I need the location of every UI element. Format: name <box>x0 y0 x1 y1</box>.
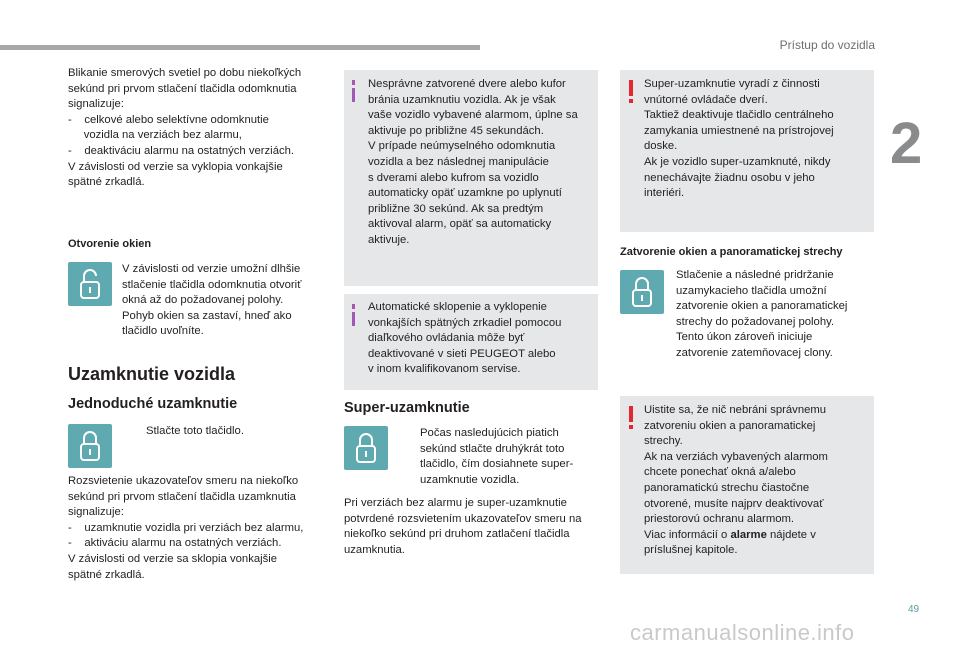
windows-text: V závislosti od verzie umožní dlhšie stlačenie tlačidla odomknutia otvoriť okná až do požadovanej polohy. Pohyb okien sa zastaví, hneď ako tlačidlo uvoľníte. <box>122 263 302 338</box>
info-icon <box>352 304 355 309</box>
warning-roof-text-end: nájdete v príslušnej kapitole. <box>644 528 816 557</box>
lock-button-icon <box>620 270 664 314</box>
warning-icon-dot <box>629 99 633 103</box>
simple-lock-text: Stlačte toto tlačidlo. <box>146 425 244 437</box>
warning-icon <box>629 406 633 422</box>
info-icon-stem <box>352 88 355 102</box>
info-mirrors-text: Automatické sklopenie a vyklopenie vonkajších spätných zrkadiel pomocou diaľkového ovládania môže byť deaktivované v sieti PEUGEOT alebo v inom kvalifikovanom servise. <box>368 301 562 376</box>
chapter-number: 2 <box>890 111 923 176</box>
info-icon <box>352 80 355 85</box>
alarm-keyword: alarme <box>730 528 767 541</box>
roof-text: Stlačenie a následné pridržanie uzamykacieho tlačidla umožní zatvorenie okien a panoramatickej strechy do požadovanej polohy. Tento úkon zároveň iniciuje zatvorenie zatemňovacej clony. <box>676 269 848 359</box>
lock-button-icon <box>68 424 112 468</box>
warning-icon <box>629 80 633 96</box>
warning-roof-text <box>644 403 870 559</box>
section-title: Prístup do vozidla <box>779 38 875 52</box>
header-bar <box>0 45 480 50</box>
warning-roof-text-main: Uistite sa, že nič nebráni správnemu zatvoreniu okien a panoramatickej strechy. Ak na verziách vybavených alarmom chcete ponechať okná a/alebo panoramatickú strechu čiastočne otvorené, musíte najprv deaktivovať priestorovú ochranu alarmom. Viac informácií o <box>644 404 828 541</box>
roof-heading: Zatvorenie okien a panoramatickej strechy <box>620 246 843 258</box>
info-doors-text: Nesprávne zatvorené dvere alebo kufor bránia uzamknutiu vozidla. Ak je však vaše vozidlo vybavené alarmom, úplne sa aktivuje po približne 45 sekundách. V prípade neúmyselného odomknutia vozidla a bez následnej manipulácie s dverami alebo kufrom sa vozidlo automaticky opäť uzamkne po uplynutí približne 30 sekúnd. Ak sa predtým aktivoval alarm, opäť sa automaticky aktivuje. <box>368 78 578 246</box>
warning-icon-dot <box>629 425 633 429</box>
unlock-button-icon <box>68 262 112 306</box>
watermark: carmanualsonline.info <box>630 620 855 645</box>
simple-lock-heading: Jednoduché uzamknutie <box>68 396 238 412</box>
info-icon-stem <box>352 312 355 326</box>
super-lock-signal-text: Pri verziách bez alarmu je super-uzamknutie potvrdené rozsvietením ukazovateľov smeru na niekoľko sekúnd pri druhom zatlačení tlačidla uzamknutia. <box>344 497 582 556</box>
lock-signal-text: Rozsvietenie ukazovateľov smeru na niekoľko sekúnd pri prvom stlačení tlačidla uzamknutia signalizuje: - uzamknutie vozidla pri verziách bez alarmu, - aktiváciu alarmu na ostatných verziách. V závislosti od verzie sa sklopia vonkajšie spätné zrkadlá. <box>68 475 304 581</box>
super-lock-button-icon <box>344 426 388 470</box>
unlock-signal-text: Blikanie smerových svetiel po dobu niekoľkých sekúnd pri prvom stlačení tlačidla odomknutia signalizuje: - celkové alebo selektívne odomknutie vozidla na verziách bez alarmu, - deaktiváciu alarmu na ostatných verziách. V závislosti od verzie sa vyklopia vonkajšie spätné zrkadlá. <box>68 67 302 189</box>
warning-super-lock-text: Super-uzamknutie vyradí z činnosti vnútorné ovládače dverí. Taktiež deaktivuje tlačidlo centrálneho zamykania umiestnené na prístrojovej doske. Ak je vozidlo super-uzamknuté, nikdy nenechávajte žiadnu osobu v jeho interiéri. <box>644 78 834 200</box>
page-number: 49 <box>908 604 920 615</box>
super-lock-text: Počas nasledujúcich piatich sekúnd stlačte druhýkrát toto tlačidlo, čím dosiahnete super- uzamknutie vozidla. <box>420 427 574 486</box>
windows-heading: Otvorenie okien <box>68 238 152 250</box>
lock-heading: Uzamknutie vozidla <box>68 364 236 384</box>
super-lock-heading: Super-uzamknutie <box>344 400 470 416</box>
